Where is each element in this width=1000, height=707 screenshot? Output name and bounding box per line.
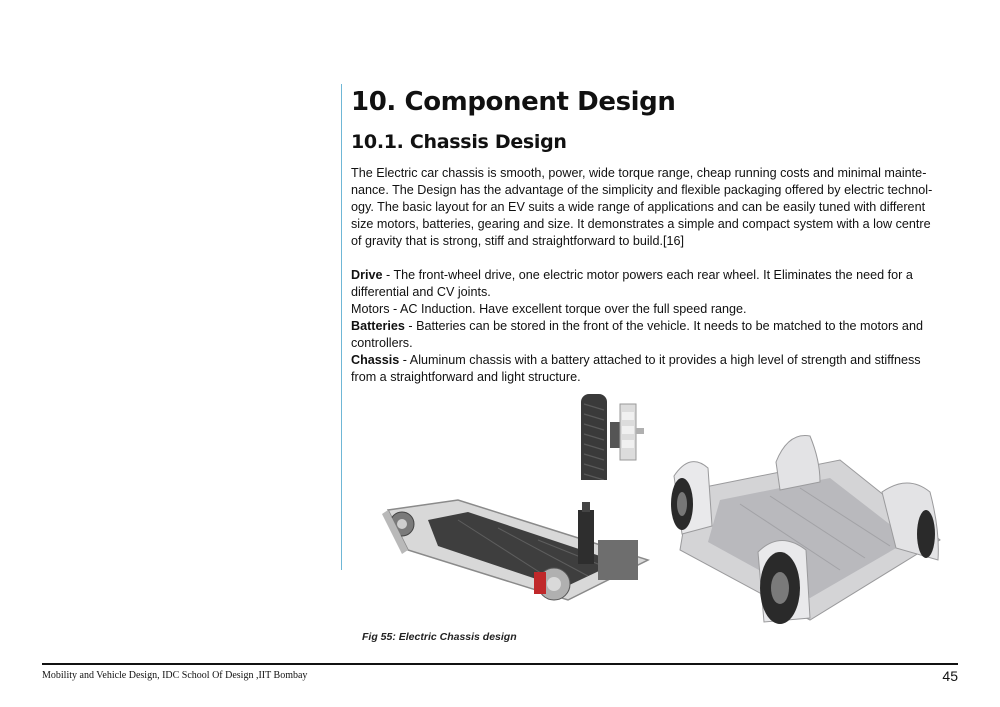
drive-line [351, 267, 961, 284]
intro-line: nance. The Design has the advantage of the simplicity and flexible packaging offered by electric technol- [351, 183, 933, 197]
components-paragraph [351, 267, 961, 386]
intro-paragraph [351, 165, 961, 250]
intro-line: The Electric car chassis is smooth, power, wide torque range, cheap running costs and minimal mainte- [351, 166, 927, 180]
chassis-render-image [660, 430, 950, 628]
wheel-motor-image [578, 392, 650, 490]
content-column [351, 84, 961, 386]
drive-line-2: differential and CV joints. [351, 285, 491, 299]
intro-line: of gravity that is strong, stiff and straightforward to build.[16] [351, 234, 684, 248]
batteries-line-2: controllers. [351, 336, 413, 350]
batteries-line [351, 318, 961, 335]
footer-text: Mobility and Vehicle Design, IDC School Of Design ,IIT Bombay [42, 670, 308, 681]
intro-line: size motors, batteries, gearing and size. It demonstrates a simple and compact system with a low centre [351, 217, 931, 231]
page-number: 45 [942, 668, 958, 684]
drive-text: - The front-wheel drive, one electric motor powers each rear wheel. It Eliminates the need for a [382, 268, 913, 282]
batteries-text: - Batteries can be stored in the front of the vehicle. It needs to be matched to the motors and [404, 319, 923, 333]
accent-vertical-rule [341, 84, 342, 570]
intro-line: ogy. The basic layout for an EV suits a wide range of applications and can be easily tuned with different [351, 200, 926, 214]
motors-line: Motors - AC Induction. Have excellent torque over the full speed range. [351, 302, 747, 316]
chassis-line [351, 352, 961, 369]
footer-rule [42, 663, 958, 665]
batteries-label: Batteries [351, 319, 405, 333]
figure-caption: Fig 55: Electric Chassis design [362, 631, 517, 643]
chassis-line-2: from a straightforward and light structure. [351, 370, 581, 384]
chassis-text: - Aluminum chassis with a battery attached to it provides a high level of strength and stiffness [399, 353, 921, 367]
drive-label: Drive [351, 268, 383, 282]
skateboard-chassis-image [368, 480, 658, 628]
section-subheading: 10.1. Chassis Design [351, 131, 567, 153]
page-heading: 10. Component Design [351, 87, 676, 117]
chassis-label: Chassis [351, 353, 400, 367]
